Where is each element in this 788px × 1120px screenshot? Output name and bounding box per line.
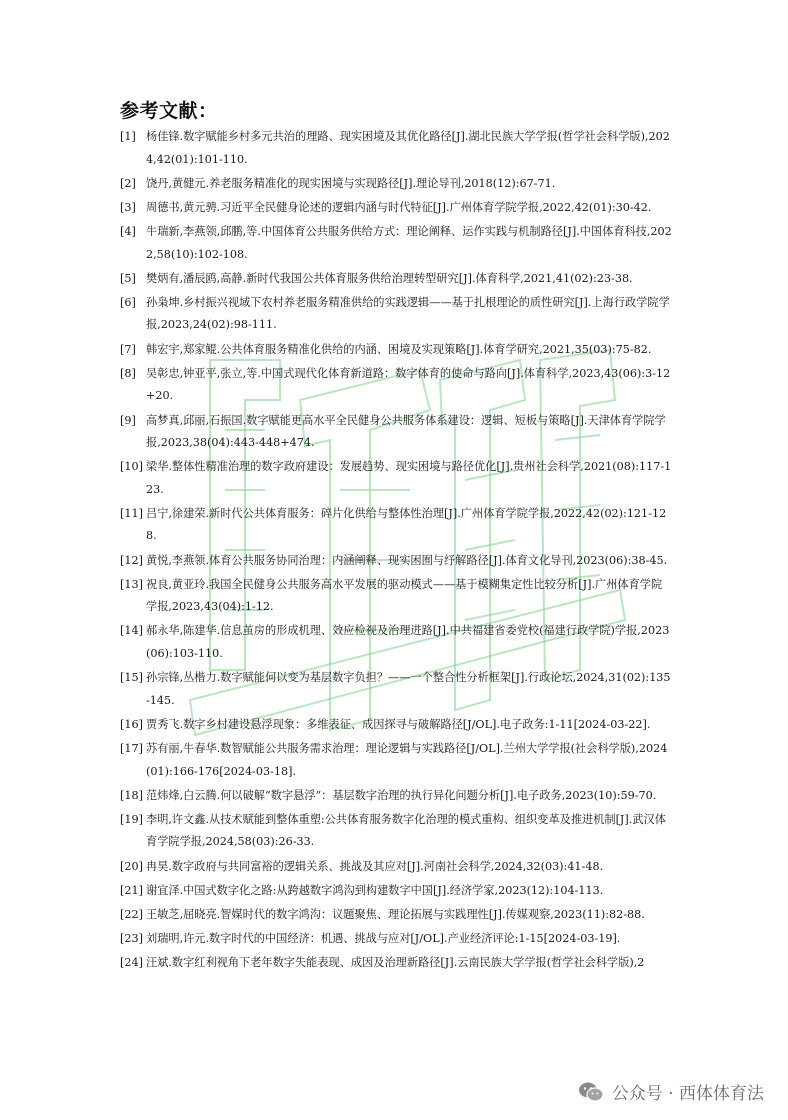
reference-item [120,363,672,408]
reference-item [120,503,672,548]
reference-text: 樊炳有,潘辰鸥,高静.新时代我国公共体育服务供给治理转型研究[J].体育科学,2021,41(02):23-38. [146,271,633,285]
reference-number: [24] [120,956,143,970]
reference-number: [19] [120,812,143,826]
reference-item [120,456,672,501]
reference-item [120,952,672,975]
reference-number: [23] [120,932,143,946]
reference-item [120,197,672,220]
reference-number: [15] [120,671,143,685]
reference-number: [11] [120,506,143,520]
reference-text: 杨佳锋.数字赋能乡村多元共治的理路、现实困境及其优化路径[J].湖北民族大学学报(哲学社会科学版),2024,42(01):101-110. [146,130,670,166]
reference-number: [7] [120,342,136,356]
reference-item [120,550,672,573]
reference-number: [3] [120,200,136,214]
footer-source-text: 公众号 · 西体体育法 [611,1084,764,1104]
reference-list [120,126,672,977]
reference-number: [20] [120,859,143,873]
reference-number: [5] [120,271,136,285]
reference-item [120,928,672,951]
reference-text: 梁华.整体性精准治理的数字政府建设：发展趋势、现实困境与路径优化[J].贵州社会科学,2021(08):117-123. [146,460,672,496]
reference-text: 孙枭坤.乡村振兴视域下农村养老服务精准供给的实践逻辑——基于扎根理论的质性研究[J].上海行政学院学报,2023,24(02):98-111. [146,295,670,332]
reference-number: [21] [120,883,143,897]
reference-item [120,173,672,196]
reference-number: [18] [120,788,143,802]
reference-number: [9] [120,413,136,427]
reference-item [120,738,672,783]
reference-text: 汪斌.数字红利视角下老年数字失能表现、成因及治理新路径[J].云南民族大学学报(哲学社会科学版),2 [146,956,645,970]
reference-item [120,410,672,455]
reference-text: 刘瑞明,许元.数字时代的中国经济：机遇、挑战与应对[J/OL].产业经济评论:1-15[2024-03-19]. [146,932,621,946]
reference-item [120,785,672,808]
reference-text: 吕宁,徐建荣.新时代公共体育服务：碎片化供给与整体性治理[J].广州体育学院学报,2022,42(02):121-128. [146,506,667,543]
reference-item [120,339,672,362]
reference-item [120,620,672,665]
reference-number: [4] [120,225,136,239]
reference-number: [6] [120,295,136,309]
reference-item [120,667,672,712]
reference-text: 谢宜泽.中国式数字化之路:从跨越数字鸿沟到构建数字中国[J].经济学家,2023(12):104-113. [146,883,604,897]
reference-text: 范炜烽,白云腾.何以破解“数字悬浮”：基层数字治理的执行异化问题分析[J].电子政务,2023(10):59-70. [146,788,657,802]
reference-text: 苏有丽,牛春华.数智赋能公共服务需求治理：理论逻辑与实践路径[J/OL].兰州大学学报(社会科学版),2024(01):166-176[2024-03-18]. [146,742,668,778]
reference-number: [13] [120,577,143,591]
reference-text: 高梦真,邱丽,石振国.数字赋能更高水平全民健身公共服务体系建设：逻辑、短板与策略[J].天津体育学院学报,2023,38(04):443-448+474. [146,413,666,449]
references-heading: 参考文献： [120,100,218,122]
reference-item [120,221,672,266]
reference-text: 牛瑞新,李燕领,邱鹏,等.中国体育公共服务供给方式：理论阐释、运作实践与机制路径[J].中国体育科技,2022,58(10):102-108. [146,225,672,261]
reference-number: [12] [120,553,143,567]
reference-number: [22] [120,907,143,921]
reference-text: 郝永华,陈建华.信息茧房的形成机理、效应检视及治理进路[J].中共福建省委党校(福建行政学院)学报,2023(06):103-110. [146,624,670,660]
reference-number: [10] [120,460,143,474]
reference-text: 贾秀飞.数字乡村建设悬浮现象：多维表征、成因探寻与破解路径[J/OL].电子政务:1-11[2024-03-22]. [146,717,651,731]
reference-item [120,714,672,737]
reference-text: 饶丹,黄健元.养老服务精准化的现实困境与实现路径[J].理论导刊,2018(12):67-71. [146,176,556,190]
reference-number: [16] [120,717,143,731]
reference-item [120,904,672,927]
reference-number: [14] [120,624,143,638]
reference-number: [2] [120,176,136,190]
reference-number: [1] [120,130,136,143]
reference-text: 李明,许文鑫.从技术赋能到整体重塑:公共体育服务数字化治理的模式重构、组织变革及推进机制[J].武汉体育学院学报,2024,58(03):26-33. [146,812,666,849]
reference-text: 韩宏宇,郑家鲲.公共体育服务精准化供给的内涵、困境及实现策略[J].体育学研究,2021,35(03):75-82. [146,342,652,356]
reference-text: 冉昊.数字政府与共同富裕的逻辑关系、挑战及其应对[J].河南社会科学,2024,32(03):41-48. [146,859,604,873]
reference-text: 祝良,黄亚玲.我国全民健身公共服务高水平发展的驱动模式——基于模糊集定性比较分析[J].广州体育学院学报,2023,43(04):1-12. [146,577,663,614]
wechat-icon [578,1081,604,1103]
reference-item [120,126,672,171]
reference-item [120,880,672,903]
reference-item [120,809,672,854]
reference-text: 王敏芝,屈晓亮.智媒时代的数字鸿沟：议题聚焦、理论拓展与实践理性[J].传媒观察,2023(11):82-88. [146,907,645,921]
reference-item [120,268,672,291]
reference-item [120,856,672,879]
reference-item [120,574,672,619]
wechat-source-footer [578,1079,764,1104]
reference-text: 孙宗锋,丛楷力.数字赋能何以变为基层数字负担？——一个整合性分析框架[J].行政论坛,2024,31(02):135-145. [146,671,671,707]
reference-number: [17] [120,742,143,755]
reference-text: 周德书,黄元骋.习近平全民健身论述的逻辑内涵与时代特征[J].广州体育学院学报,2022,42(01):30-42. [146,200,652,214]
reference-text: 黄悦,李燕领.体育公共服务协同治理：内涵阐释、现实困囿与纾解路径[J].体育文化导刊,2023(06):38-45. [146,553,668,567]
reference-text: 吴彰忠,钟亚平,张立,等.中国式现代化体育新道路：数字体育的使命与路向[J].体育科学,2023,43(06):3-12+20. [146,366,671,403]
reference-item [120,292,672,337]
reference-number: [8] [120,366,136,380]
